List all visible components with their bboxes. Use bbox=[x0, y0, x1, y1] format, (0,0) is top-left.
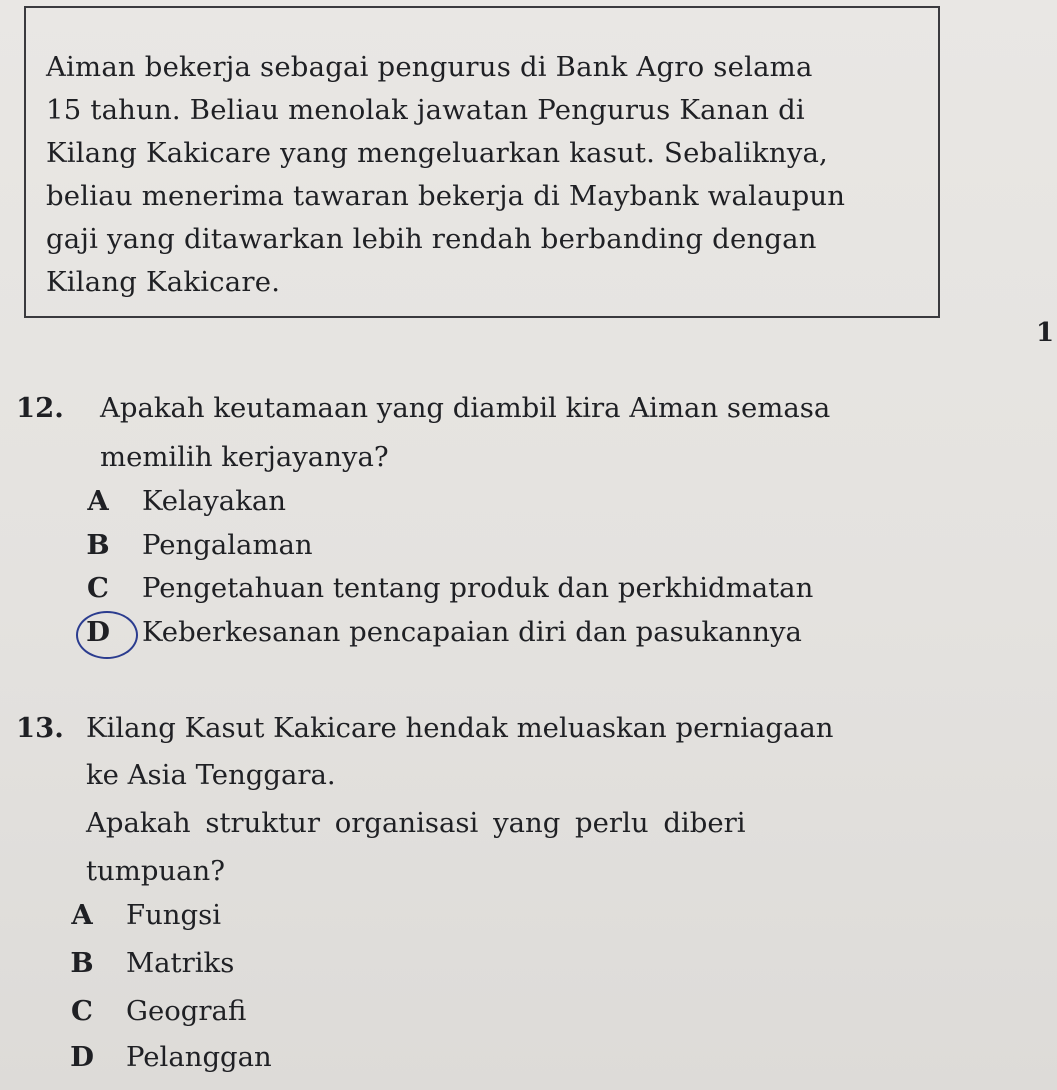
question-text-line: memilih kerjayanya? bbox=[100, 441, 389, 473]
question-number: 13. bbox=[16, 712, 64, 744]
option-d[interactable] bbox=[60, 1036, 272, 1079]
option-letter: C bbox=[87, 572, 109, 604]
option-text: Geografi bbox=[126, 995, 247, 1027]
option-letter: A bbox=[71, 899, 93, 931]
option-d[interactable] bbox=[76, 611, 802, 654]
option-text: Matriks bbox=[126, 947, 235, 979]
option-a[interactable] bbox=[76, 480, 286, 523]
answer-circle-mark bbox=[76, 611, 138, 659]
option-a[interactable] bbox=[60, 894, 221, 937]
option-c[interactable] bbox=[60, 990, 246, 1033]
page-number: 1 bbox=[1036, 318, 1055, 348]
option-b[interactable] bbox=[60, 942, 234, 985]
passage-text bbox=[46, 46, 936, 304]
option-letter: D bbox=[86, 616, 110, 648]
option-letter: D bbox=[70, 1041, 94, 1073]
passage-line: Kilang Kakicare yang mengeluarkan kasut. Sebaliknya, bbox=[46, 137, 828, 169]
option-letter: B bbox=[70, 947, 94, 979]
option-text: Pelanggan bbox=[126, 1041, 272, 1073]
question-text-line: Apakah struktur organisasi yang perlu diberi bbox=[86, 807, 746, 839]
option-text: Pengetahuan tentang produk dan perkhidmatan bbox=[142, 572, 814, 604]
passage-line: beliau menerima tawaran bekerja di Maybank walaupun bbox=[46, 180, 846, 212]
option-c[interactable] bbox=[76, 567, 813, 610]
question-text-line: Kilang Kasut Kakicare hendak meluaskan perniagaan bbox=[86, 712, 834, 744]
option-letter: B bbox=[86, 529, 110, 561]
question-text-line: ke Asia Tenggara. bbox=[86, 759, 336, 791]
passage-line: Kilang Kakicare. bbox=[46, 266, 281, 298]
question-text-line: Apakah keutamaan yang diambil kira Aiman semasa bbox=[100, 392, 831, 424]
option-text: Fungsi bbox=[126, 899, 222, 931]
option-letter: C bbox=[71, 995, 93, 1027]
passage-line: gaji yang ditawarkan lebih rendah berbanding dengan bbox=[46, 223, 817, 255]
option-text: Pengalaman bbox=[142, 529, 313, 561]
passage-line: 15 tahun. Beliau menolak jawatan Pengurus Kanan di bbox=[46, 94, 805, 126]
option-b[interactable] bbox=[76, 524, 313, 567]
passage-line: Aiman bekerja sebagai pengurus di Bank Agro selama bbox=[46, 51, 813, 83]
option-letter: A bbox=[87, 485, 109, 517]
option-text: Kelayakan bbox=[142, 485, 286, 517]
option-text: Keberkesanan pencapaian diri dan pasukannya bbox=[142, 616, 802, 648]
question-number: 12. bbox=[16, 392, 64, 424]
question-text-line: tumpuan? bbox=[86, 855, 226, 887]
